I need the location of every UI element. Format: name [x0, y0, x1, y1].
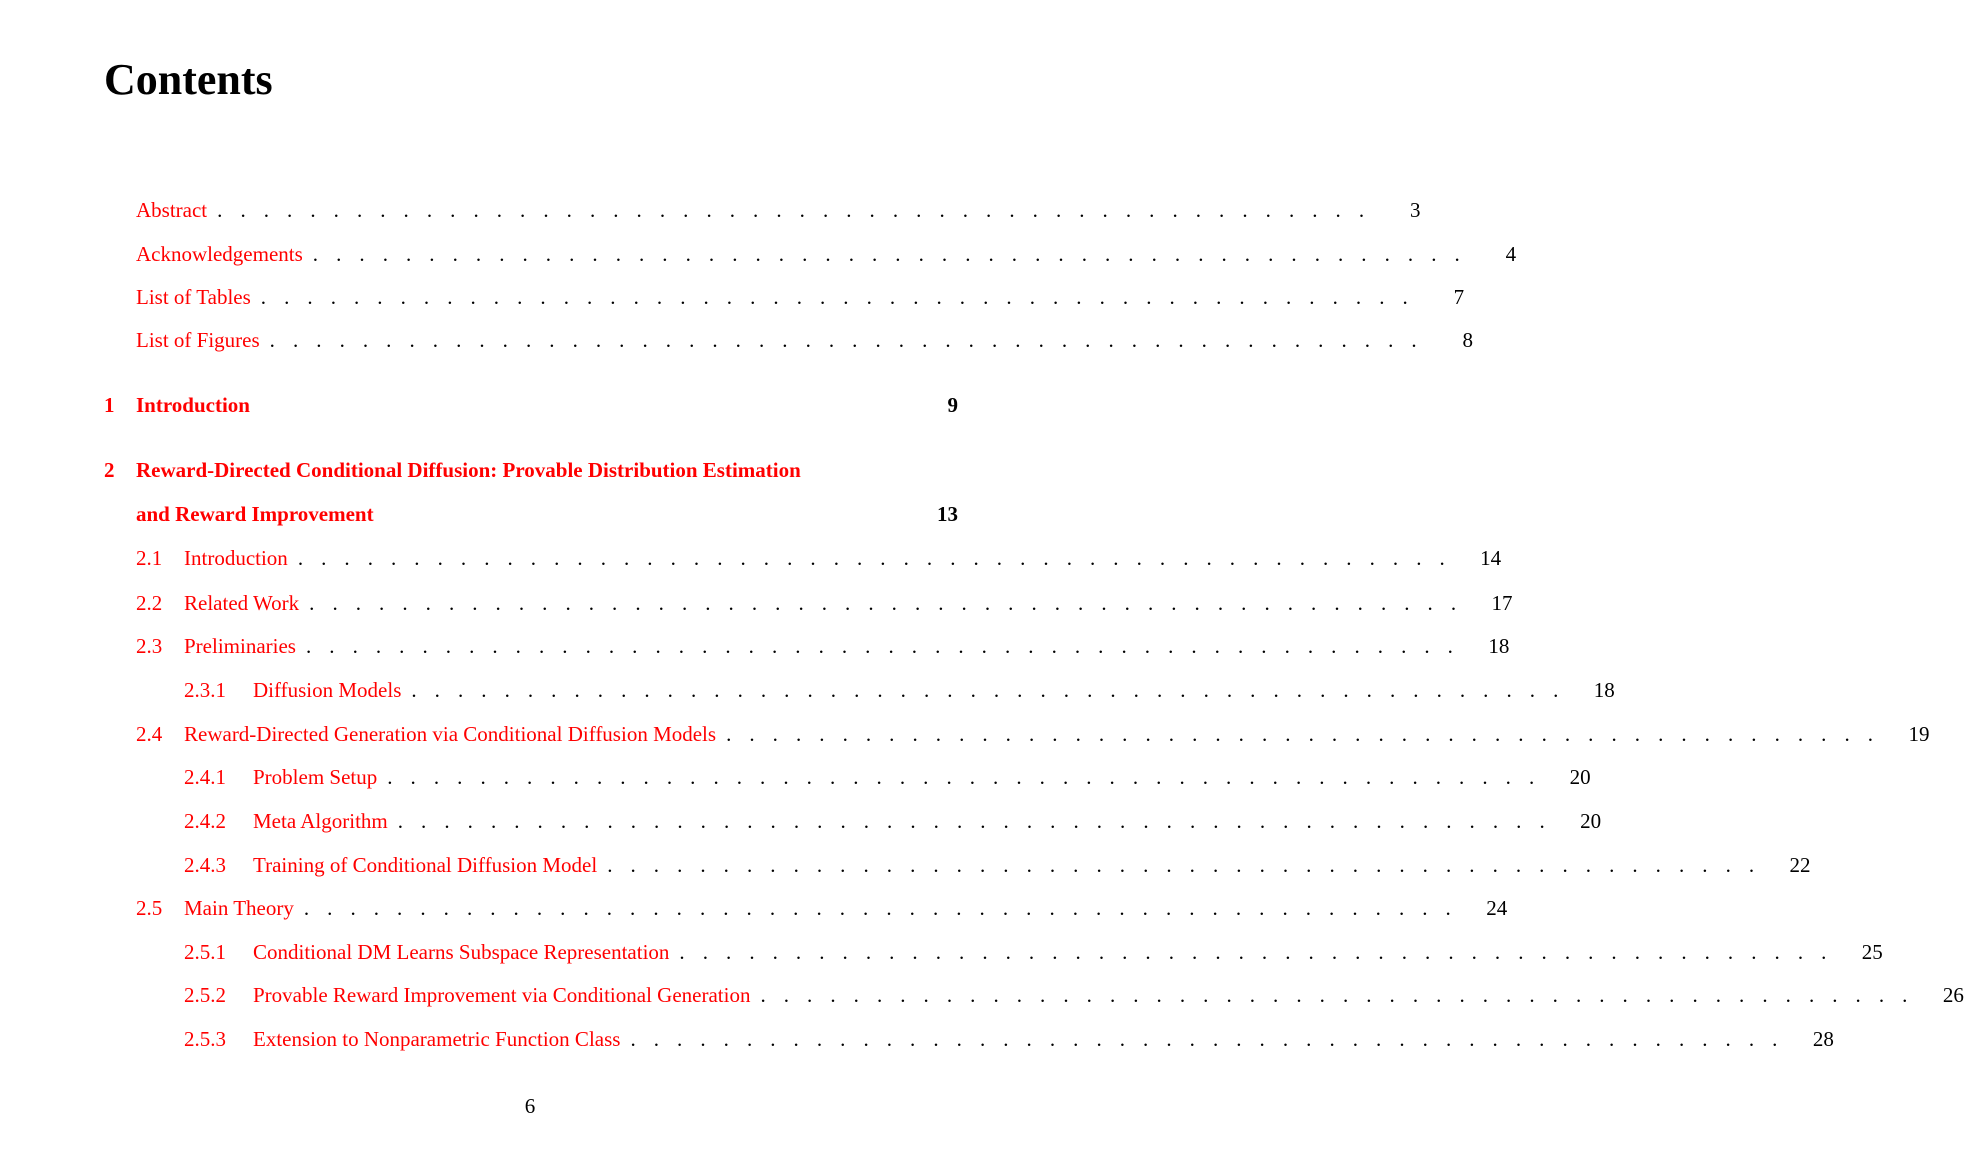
toc-number: 2.1 [136, 546, 163, 570]
toc-label-line-1: Reward-Directed Conditional Diffusion: Provable Distribution Estimation [136, 458, 801, 482]
toc-section-2-2[interactable] [136, 589, 1513, 617]
leader-dots: . . . . . . . . . . . . . . . . . . . . . . . . . . . . . . . . . . . . . . . . . . . . . . . . . . [760, 983, 1914, 1007]
toc-subsection-2-5-1[interactable] [184, 938, 1883, 966]
toc-number: 2 [104, 458, 115, 482]
leader-dots: . . . . . . . . . . . . . . . . . . . . . . . . . . . . . . . . . . . . . . . . . . . . . . . . . . [309, 591, 1463, 615]
toc-number: 2.3 [136, 634, 163, 658]
toc-label: Meta Algorithm [253, 809, 388, 833]
toc-page-number: 19 [1908, 722, 1930, 746]
toc-subsection-2-4-3[interactable] [184, 851, 1811, 879]
page-title: Contents [104, 55, 273, 104]
toc-number: 2.5.2 [184, 983, 226, 1007]
toc-label: Introduction [184, 546, 288, 570]
toc-subsection-2-3-1[interactable] [184, 676, 1615, 704]
leader-dots: . . . . . . . . . . . . . . . . . . . . . . . . . . . . . . . . . . . . . . . . . . . . . . . . . . [630, 1027, 1784, 1051]
leader-dots: . . . . . . . . . . . . . . . . . . . . . . . . . . . . . . . . . . . . . . . . . . . . . . . . . . [260, 285, 1415, 309]
toc-label: Related Work [184, 591, 300, 615]
toc-section-2-1[interactable] [136, 544, 1502, 572]
toc-label: Training of Conditional Diffusion Model [253, 853, 598, 877]
leader-dots: . . . . . . . . . . . . . . . . . . . . . . . . . . . . . . . . . . . . . . . . . . . . . . . . . . [269, 328, 1424, 352]
leader-dots: . . . . . . . . . . . . . . . . . . . . . . . . . . . . . . . . . . . . . . . . . . . . . . . . . . [607, 853, 1761, 877]
toc-page-number: 28 [1812, 1027, 1834, 1051]
leader-dots: . . . . . . . . . . . . . . . . . . . . . . . . . . . . . . . . . . . . . . . . . . . . . . . . . . [305, 634, 1460, 658]
toc-page-number: 22 [1789, 853, 1811, 877]
toc-label: List of Figures [136, 328, 260, 352]
toc-subsection-2-5-2[interactable] [184, 981, 1964, 1009]
leader-dots: . . . . . . . . . . . . . . . . . . . . . . . . . . . . . . . . . . . . . . . . . . . . . . . . . . [303, 896, 1458, 920]
leader-dots: . . . . . . . . . . . . . . . . . . . . . . . . . . . . . . . . . . . . . . . . . . . . . . . . . . [387, 765, 1541, 789]
toc-page-number: 17 [1491, 591, 1513, 615]
toc-number: 2.5 [136, 896, 163, 920]
leader-dots: . . . . . . . . . . . . . . . . . . . . . . . . . . . . . . . . . . . . . . . . . . . . . . . . . . [679, 940, 1833, 964]
toc-page-number: 25 [1861, 940, 1883, 964]
toc-page-number: 26 [1942, 983, 1964, 1007]
toc-number: 2.3.1 [184, 678, 226, 702]
toc-label: Acknowledgements [136, 242, 303, 266]
toc-page-number: 14 [1480, 546, 1502, 570]
toc-number: 2.5.1 [184, 940, 226, 964]
toc-label-line-2: and Reward Improvement [136, 502, 374, 526]
toc-page-number: 8 [1462, 328, 1474, 352]
toc-number: 2.2 [136, 591, 163, 615]
toc-page-number: 4 [1505, 242, 1517, 266]
toc-label: Introduction [136, 393, 250, 417]
toc-page-number: 13 [937, 502, 958, 526]
toc-label: Provable Reward Improvement via Conditional Generation [253, 983, 751, 1007]
toc-page-number: 24 [1486, 896, 1508, 920]
toc-page-number: 9 [947, 393, 958, 417]
toc-chapter-1[interactable] [104, 391, 958, 419]
toc-number: 2.5.3 [184, 1027, 226, 1051]
toc-chapter-2[interactable] [104, 456, 958, 484]
toc-entry-list-of-figures[interactable] [136, 326, 1474, 354]
toc-entry-abstract[interactable] [136, 196, 1421, 224]
toc-label: Main Theory [184, 896, 294, 920]
toc-label: Conditional DM Learns Subspace Representation [253, 940, 670, 964]
leader-dots: . . . . . . . . . . . . . . . . . . . . . . . . . . . . . . . . . . . . . . . . . . . . . . . . . . [297, 546, 1452, 570]
toc-page-number: 18 [1593, 678, 1615, 702]
toc-section-2-4[interactable] [136, 720, 1930, 748]
leader-dots: . . . . . . . . . . . . . . . . . . . . . . . . . . . . . . . . . . . . . . . . . . . . . . . . . . [397, 809, 1552, 833]
toc-label: Extension to Nonparametric Function Class [253, 1027, 621, 1051]
leader-dots: . . . . . . . . . . . . . . . . . . . . . . . . . . . . . . . . . . . . . . . . . . . . . . . . . . [726, 722, 1880, 746]
toc-label: List of Tables [136, 285, 251, 309]
leader-dots: . . . . . . . . . . . . . . . . . . . . . . . . . . . . . . . . . . . . . . . . . . . . . . . . . . [312, 242, 1467, 266]
leader-dots: . . . . . . . . . . . . . . . . . . . . . . . . . . . . . . . . . . . . . . . . . . . . . . . . . . [411, 678, 1565, 702]
toc-label: Problem Setup [253, 765, 378, 789]
toc-page-number: 3 [1410, 198, 1421, 222]
toc-chapter-2-continued[interactable] [136, 500, 958, 528]
toc-page-number: 20 [1580, 809, 1602, 833]
toc-label: Preliminaries [184, 634, 296, 658]
toc-number: 2.4 [136, 722, 163, 746]
footer-page-number: 6 [524, 1094, 536, 1118]
toc-entry-acknowledgements[interactable] [136, 240, 1517, 268]
toc-entry-list-of-tables[interactable] [136, 283, 1465, 311]
toc-subsection-2-4-1[interactable] [184, 763, 1591, 791]
toc-number: 2.4.1 [184, 765, 226, 789]
toc-number: 2.4.2 [184, 809, 226, 833]
toc-label: Abstract [136, 198, 208, 222]
toc-section-2-5[interactable] [136, 894, 1508, 922]
toc-subsection-2-5-3[interactable] [184, 1025, 1834, 1053]
toc-label: Diffusion Models [253, 678, 402, 702]
toc-label: Reward-Directed Generation via Conditional Diffusion Models [184, 722, 717, 746]
toc-page-number: 18 [1488, 634, 1510, 658]
toc-page-number: 20 [1569, 765, 1591, 789]
toc-section-2-3[interactable] [136, 632, 1510, 660]
toc-subsection-2-4-2[interactable] [184, 807, 1602, 835]
toc-number: 2.4.3 [184, 853, 226, 877]
toc-page-number: 7 [1453, 285, 1465, 309]
toc-number: 1 [104, 393, 115, 417]
leader-dots: . . . . . . . . . . . . . . . . . . . . . . . . . . . . . . . . . . . . . . . . . . . . . . . . . . [217, 198, 1371, 222]
